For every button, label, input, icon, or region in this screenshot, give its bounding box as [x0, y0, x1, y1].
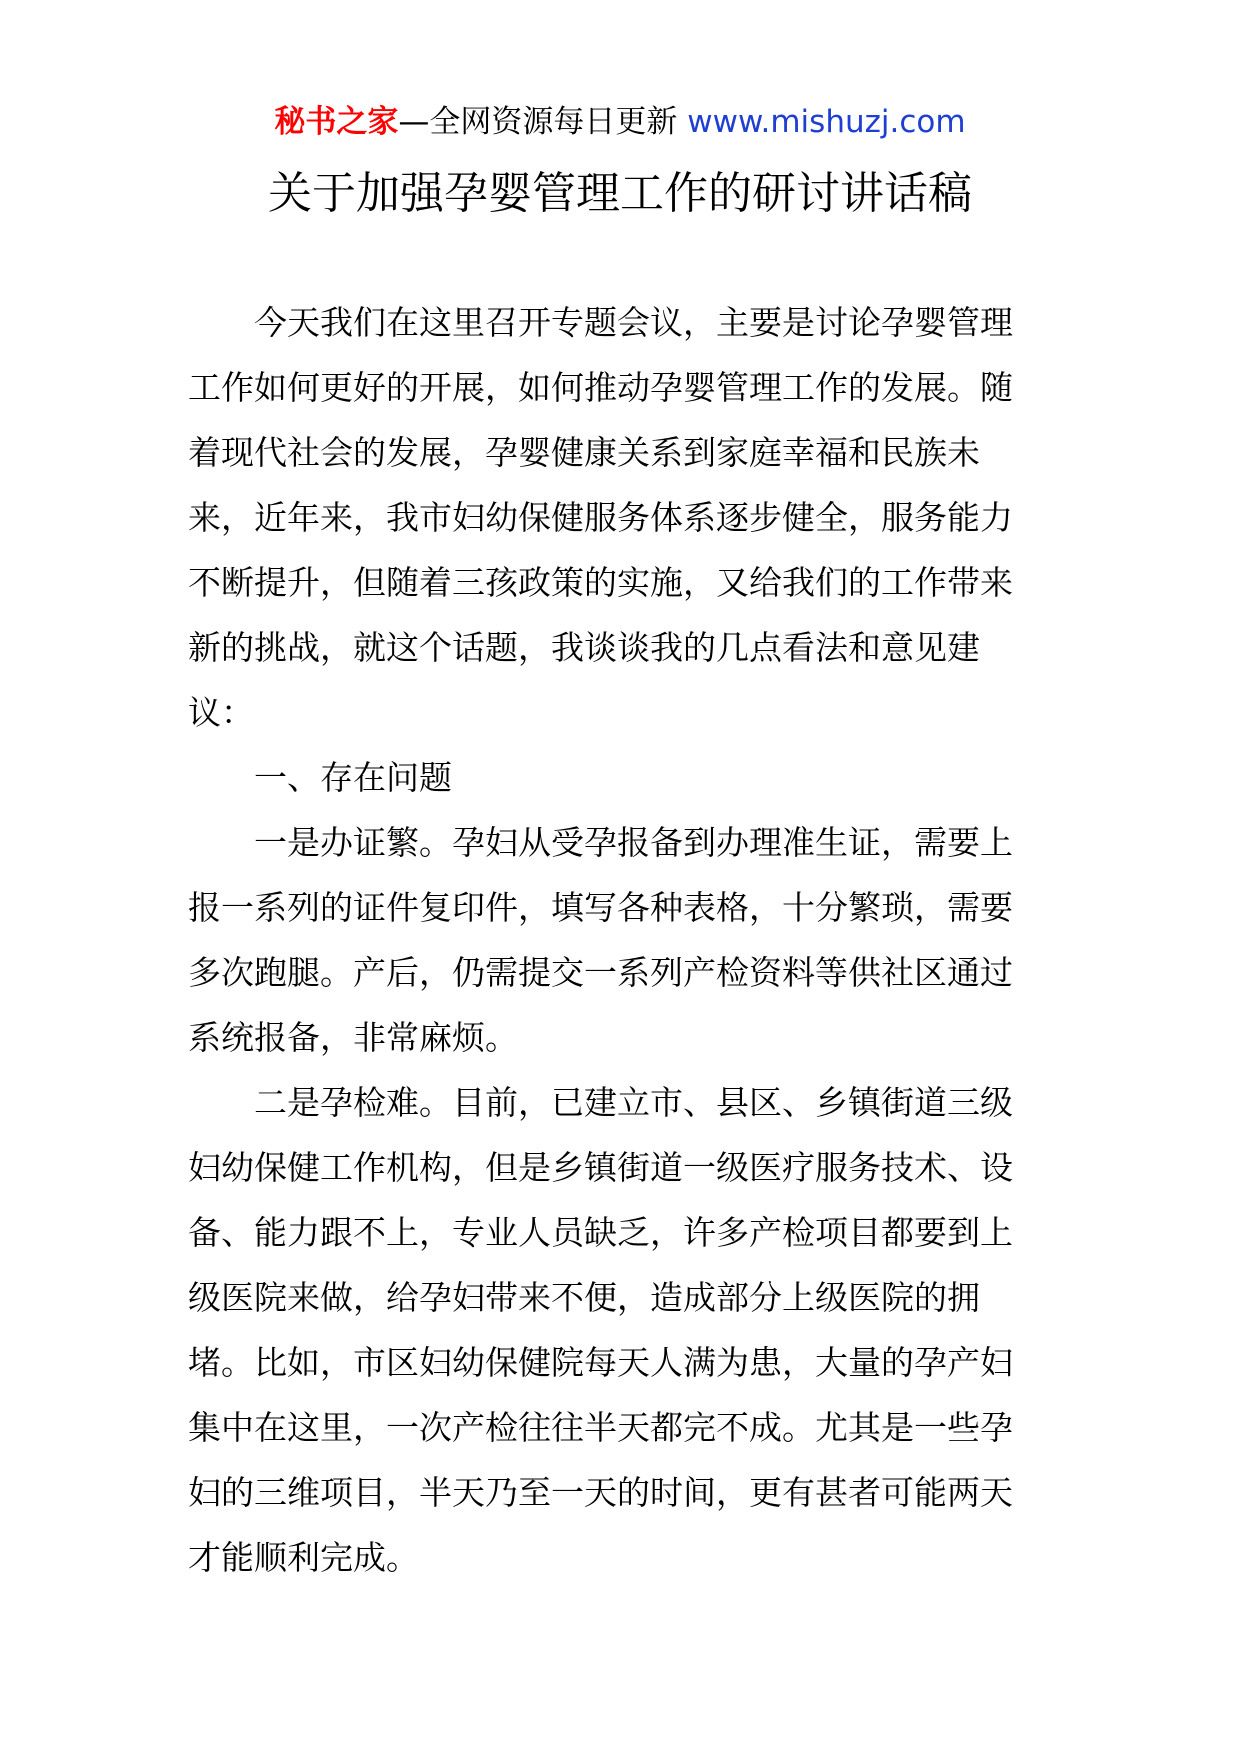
section-heading [188, 745, 1056, 810]
text-line: 不断提升，但随着三孩政策的实施，又给我们的工作带来 [188, 563, 1013, 602]
text-line: 一、存在问题 [254, 758, 452, 797]
site-header [0, 102, 1240, 142]
paragraph-intro [188, 290, 1056, 745]
text-line: 集中在这里，一次产检往往半天都完不成。尤其是一些孕 [188, 1408, 1013, 1447]
document-body [188, 290, 1056, 1590]
text-line: 妇幼保健工作机构，但是乡镇街道一级医疗服务技术、设 [188, 1148, 1013, 1187]
document-title: 关于加强孕婴管理工作的研讨讲话稿 [268, 168, 972, 219]
text-line: 二是孕检难。目前，已建立市、县区、乡镇街道三级 [254, 1083, 1013, 1122]
text-line: 议： [188, 693, 254, 732]
text-line: 工作如何更好的开展，如何推动孕婴管理工作的发展。随 [188, 368, 1013, 407]
text-line: 才能顺利完成。 [188, 1538, 419, 1577]
text-line: 多次跑腿。产后，仍需提交一系列产检资料等供社区通过 [188, 953, 1013, 992]
text-line: 今天我们在这里召开专题会议，主要是讨论孕婴管理 [254, 303, 1013, 342]
paragraph-issue-one [188, 810, 1056, 1070]
site-url-link[interactable]: www.mishuzj.com [687, 104, 966, 140]
text-line: 妇的三维项目，半天乃至一天的时间，更有甚者可能两天 [188, 1473, 1013, 1512]
text-line: 报一系列的证件复印件，填写各种表格，十分繁琐，需要 [188, 888, 1013, 927]
paragraph-issue-two [188, 1070, 1056, 1590]
text-line: 着现代社会的发展，孕婴健康关系到家庭幸福和民族未 [188, 433, 980, 472]
text-line: 备、能力跟不上，专业人员缺乏，许多产检项目都要到上 [188, 1213, 1013, 1252]
brand-name: 秘书之家 [274, 104, 399, 140]
text-line: 来，近年来，我市妇幼保健服务体系逐步健全，服务能力 [188, 498, 1013, 537]
text-line: 堵。比如，市区妇幼保健院每天人满为患，大量的孕产妇 [188, 1343, 1013, 1382]
text-line: 级医院来做，给孕妇带来不便，造成部分上级医院的拥 [188, 1278, 980, 1317]
text-line: 一是办证繁。孕妇从受孕报备到办理准生证，需要上 [254, 823, 1013, 862]
text-line: 新的挑战，就这个话题，我谈谈我的几点看法和意见建 [188, 628, 980, 667]
text-line: 系统报备，非常麻烦。 [188, 1018, 518, 1057]
header-slogan: —全网资源每日更新 [398, 104, 678, 140]
